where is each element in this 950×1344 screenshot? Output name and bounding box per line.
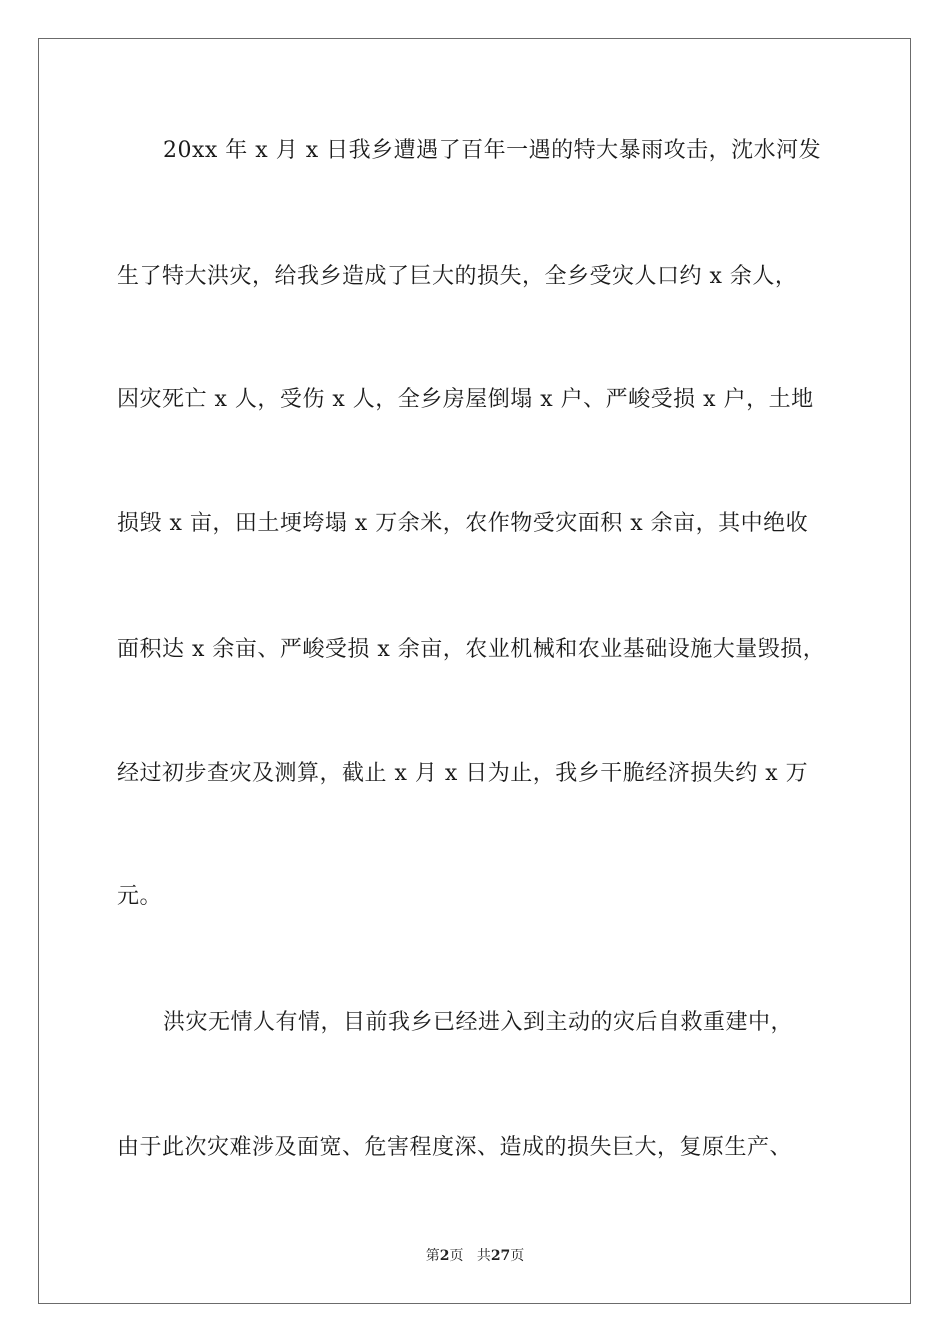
paragraph-1-line-5: 面积达 x 余亩、严峻受损 x 余亩，农业机械和农业基础设施大量毁损， <box>117 637 826 662</box>
paragraph-1-line-2: 生了特大洪灾，给我乡造成了巨大的损失，全乡受灾人口约 x 余人， <box>117 264 798 289</box>
paragraph-1-line-6: 经过初步查灾及测算，截止 x 月 x 日为止，我乡干脆经济损失约 x 万 <box>117 761 809 786</box>
paragraph-1-line-7: 元。 <box>117 884 163 909</box>
page-number: 2 <box>439 1248 450 1264</box>
total-unit: 页 <box>510 1248 525 1264</box>
total-pages: 27 <box>490 1248 511 1264</box>
paragraph-2-line-1: 洪灾无情人有情，目前我乡已经进入到主动的灾后自救重建中， <box>163 1010 794 1035</box>
page-footer <box>0 1247 950 1265</box>
paragraph-2-line-2: 由于此次灾难涉及面宽、危害程度深、造成的损失巨大，复原生产、 <box>117 1135 793 1160</box>
paragraph-1-line-1: 20xx 年 x 月 x 日我乡遭遇了百年一遇的特大暴雨攻击，沈水河发 <box>163 138 822 163</box>
page-frame <box>38 38 911 1304</box>
page-prefix: 第 <box>425 1248 440 1264</box>
paragraph-1-line-3: 因灾死亡 x 人，受伤 x 人，全乡房屋倒塌 x 户、严峻受损 x 户，土地 <box>117 387 814 412</box>
total-prefix: 共 <box>476 1248 491 1264</box>
paragraph-1-line-4: 损毁 x 亩，田土埂垮塌 x 万余米，农作物受灾面积 x 余亩，其中绝收 <box>117 511 809 536</box>
page-unit: 页 <box>449 1248 464 1264</box>
